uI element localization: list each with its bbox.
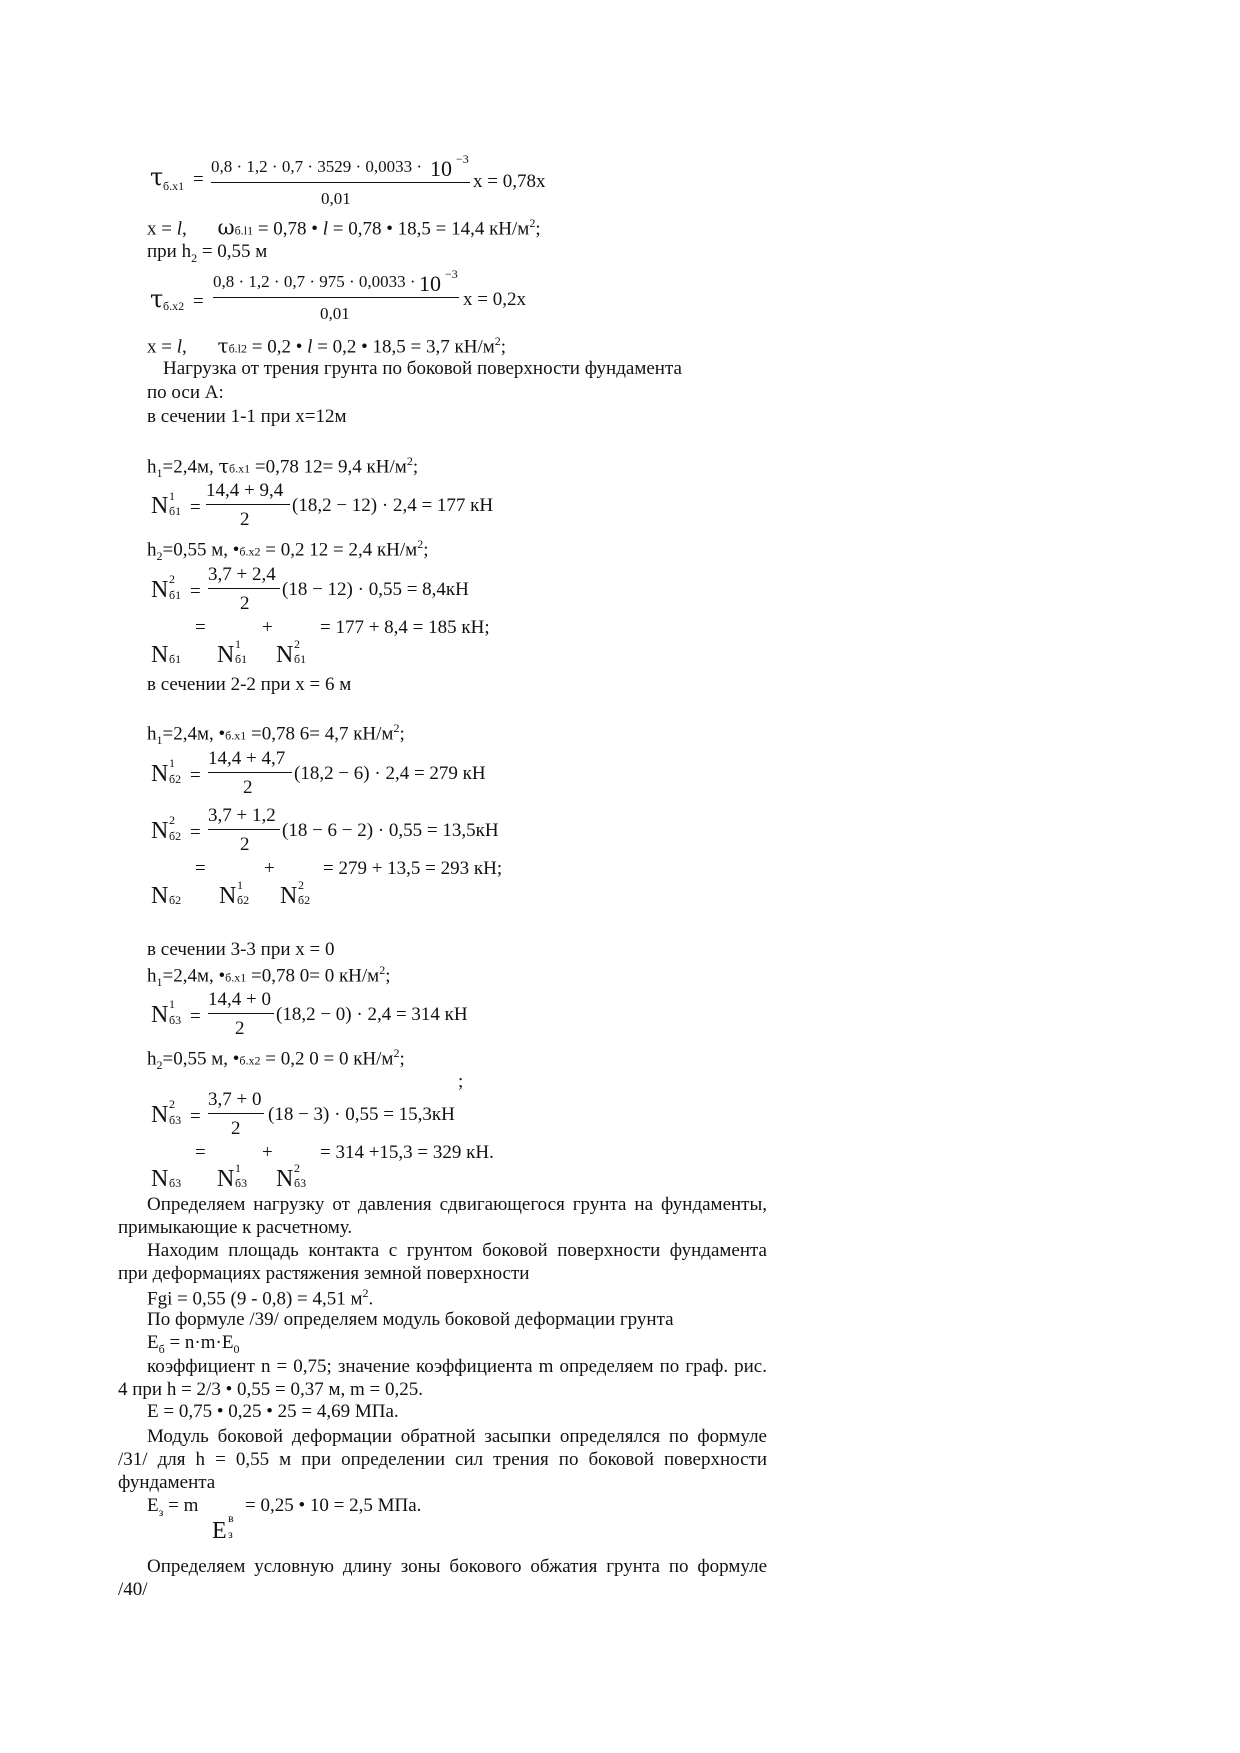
n-superscript: 2 [169, 572, 175, 586]
paragraph-text: Определяем нагрузку от давления сдвигающегося грунта на фундаменты, примыкающие к расчетному. [118, 1194, 767, 1238]
bullet-symbol: • [218, 965, 226, 987]
equals-sign: = [190, 1106, 201, 1127]
power-base: 10 [430, 156, 452, 181]
text-fragment: 2 [393, 1046, 400, 1060]
text-fragment: б.х1 [225, 728, 247, 743]
n-subscript: б2 [169, 829, 182, 843]
tau-subscript: б.х1 [163, 179, 185, 193]
section1-h1-line [147, 455, 418, 479]
n-symbol: N [151, 883, 169, 909]
text-fragment: з [158, 1504, 164, 1519]
equals-sign: = [190, 765, 201, 786]
text-fragment: 0 [233, 1341, 240, 1356]
text-fragment: l [322, 218, 328, 240]
fraction-denominator: 2 [235, 1018, 245, 1039]
sum-result: = 279 + 13,5 = 293 кН; [323, 858, 503, 879]
text-fragment: = 0,78 • [253, 218, 323, 240]
equals-sign: = [195, 617, 206, 638]
equals-sign: = [195, 1142, 206, 1163]
text-fragment: h [147, 539, 157, 561]
fraction-bar [208, 1113, 264, 1114]
paragraph-shift-load [118, 1193, 767, 1239]
text-fragment: б.х2 [239, 1053, 261, 1068]
text-fragment: l [307, 336, 313, 358]
heading-axis: по оси А: [147, 382, 224, 403]
text-fragment: =2,4м, [162, 723, 219, 745]
text-fragment: 12 = 2,4 кН/м [309, 539, 418, 561]
equation-rhs: x = 0,2x [463, 289, 526, 310]
text-fragment: Fgi = 0,55 (9 - 0,8) = 4,51 м [147, 1288, 363, 1310]
fraction-numerator: 3,7 + 0 [208, 1089, 262, 1110]
text-fragment: 2 [379, 963, 386, 977]
e-subscript: з [228, 1527, 233, 1541]
text-fragment: 0= 0 кН/м [299, 965, 380, 987]
h2-line [147, 242, 267, 264]
text-fragment: h [147, 965, 157, 987]
n-symbol: N [219, 883, 237, 909]
equation-rhs: (18,2 − 12) · 2,4 = 177 кН [292, 495, 494, 516]
section2-h1-line [147, 722, 405, 746]
n-symbol: N [151, 1002, 169, 1028]
n-symbol: N [217, 1166, 235, 1192]
text-fragment: E [147, 1495, 159, 1516]
text-fragment: ; [399, 1048, 405, 1070]
fraction-numerator: 0,8 · 1,2 · 0,7 · 3529 · 0,0033 · [211, 157, 423, 176]
text-fragment: l [176, 336, 182, 358]
n-subscript: б3 [294, 1176, 307, 1190]
ez-rhs: = 0,25 • 10 = 2,5 МПа. [245, 1495, 422, 1516]
section2-title: в сечении 2-2 при х = 6 м [147, 674, 352, 695]
section3-h1-line [147, 964, 391, 988]
fraction-bar [208, 829, 280, 830]
bullet-symbol: • [218, 723, 226, 745]
paragraph-contact-area [118, 1239, 767, 1285]
text-fragment: h [147, 456, 157, 478]
section3-h2-line [147, 1047, 405, 1071]
text-fragment: 1 [156, 733, 163, 748]
heading-load: Нагрузка от трения грунта по боковой поверхности фундамента [163, 358, 682, 379]
fraction-numerator: 14,4 + 9,4 [206, 480, 284, 501]
equals-sign: = [193, 169, 204, 190]
fraction-bar [208, 588, 280, 589]
e-superscript: в [228, 1511, 234, 1525]
section1-title: в сечении 1-1 при х=12м [147, 406, 347, 427]
text-fragment: = n·m·E [164, 1332, 234, 1353]
equals-sign: = [190, 1006, 201, 1027]
tau-subscript: б.х2 [163, 299, 185, 313]
n-symbol: N [151, 577, 169, 603]
equation-rhs: (18 − 12) · 0,55 = 8,4кН [282, 579, 469, 600]
fraction-denominator: 2 [240, 593, 250, 614]
fraction-numerator: 3,7 + 1,2 [208, 805, 276, 826]
text-fragment: б.l1 [234, 223, 254, 238]
equals-sign: = [190, 497, 201, 518]
text-fragment: 2 [362, 1286, 369, 1300]
n-subscript: б3 [169, 1113, 182, 1127]
text-fragment: . [368, 1288, 374, 1310]
e-calculation-line: E = 0,75 • 0,25 • 25 = 4,69 МПа. [147, 1401, 399, 1422]
text-fragment: , [182, 336, 187, 358]
text-fragment: =0,55 м, [162, 1048, 233, 1070]
n-superscript: 2 [298, 878, 304, 892]
n-subscript: б1 [169, 504, 182, 518]
n-superscript: 1 [169, 489, 175, 503]
n-superscript: 1 [235, 1161, 241, 1175]
sum-result: = 314 +15,3 = 329 кН. [320, 1142, 494, 1163]
fraction-bar [208, 1013, 274, 1014]
n-subscript: б3 [169, 1013, 182, 1027]
bullet-symbol: • [232, 1048, 240, 1070]
text-fragment: ; [399, 723, 405, 745]
text-fragment: 6= 4,7 кН/м [299, 723, 394, 745]
text-fragment: =0,78 [246, 723, 300, 745]
text-fragment: 2 [494, 334, 501, 348]
plus-sign: + [262, 617, 273, 638]
text-fragment: 1 [156, 466, 163, 481]
stray-semicolon: ; [458, 1071, 464, 1092]
n-superscript: 2 [294, 637, 300, 651]
section3-title: в сечении 3-3 при х = 0 [147, 939, 335, 960]
fraction-bar [208, 772, 292, 773]
n-subscript: б1 [294, 652, 307, 666]
fraction-denominator: 2 [240, 509, 250, 530]
paragraph-zone [118, 1555, 767, 1601]
text-fragment: = 0,55 м [197, 241, 268, 262]
power-exponent: −3 [445, 267, 458, 281]
omega-line [147, 217, 541, 238]
text-fragment: ; [385, 965, 391, 987]
fraction-denominator: 2 [231, 1118, 241, 1139]
fraction-bar [206, 504, 290, 505]
equation-rhs: (18 − 3) · 0,55 = 15,3кН [268, 1104, 455, 1125]
paragraph-text: Модуль боковой деформации обратной засыпки определялся по формуле /31/ для h = 0,55 м при определении сил трения по боковой поверхности фундамента [118, 1426, 767, 1493]
tau-symbol: τ [218, 455, 230, 478]
text-fragment: h [147, 723, 157, 745]
plus-sign: + [262, 1142, 273, 1163]
text-fragment: , [182, 218, 187, 240]
text-fragment: б.х1 [229, 461, 251, 476]
paragraph-text: Определяем условную длину зоны бокового обжатия грунта по формуле /40/ [118, 1556, 767, 1600]
fraction-bar [211, 182, 470, 183]
text-fragment: 2 [156, 1058, 163, 1073]
n-subscript: б1 [169, 588, 182, 602]
paragraph-text: Находим площадь контакта с грунтом боковой поверхности фундамента при деформациях растяжения земной поверхности [118, 1240, 767, 1284]
text-fragment: 2 [191, 250, 198, 265]
fraction-denominator: 2 [240, 834, 250, 855]
n-subscript: б2 [169, 893, 182, 907]
equation-rhs: (18,2 − 6) · 2,4 = 279 кН [294, 763, 486, 784]
n-symbol: N [280, 883, 298, 909]
text-fragment: E [147, 1332, 159, 1353]
text-fragment: = 0,78 • 18,5 = 14,4 кН/м [327, 218, 530, 240]
text-fragment: =0,78 [246, 965, 300, 987]
text-fragment: 2 [406, 454, 413, 468]
text-fragment: = 0,2 [260, 1048, 310, 1070]
text-fragment: 12= 9,4 кН/м [303, 456, 407, 478]
text-fragment: б.l2 [228, 341, 248, 356]
equals-sign: = [195, 858, 206, 879]
fraction-numerator: 14,4 + 4,7 [208, 748, 286, 769]
text-fragment: 2 [529, 216, 536, 230]
text-fragment: =2,4м, [162, 965, 219, 987]
n-subscript: б3 [169, 1176, 182, 1190]
fraction-numerator: 0,8 · 1,2 · 0,7 · 975 · 0,0033 · [213, 272, 416, 291]
n-symbol: N [276, 642, 294, 668]
n-symbol: N [151, 761, 169, 787]
fraction-denominator: 0,01 [320, 304, 350, 323]
power-exponent: −3 [456, 152, 469, 166]
text-fragment: x = [147, 336, 177, 358]
power-base: 10 [419, 271, 441, 296]
text-fragment: 1 [156, 975, 163, 990]
text-fragment: x = [147, 218, 177, 240]
text-fragment: = 0,2 • 18,5 = 3,7 кН/м [312, 336, 495, 358]
n-superscript: 1 [169, 756, 175, 770]
fraction-denominator: 0,01 [321, 189, 351, 208]
equation-rhs: (18 − 6 − 2) · 0,55 = 13,5кН [282, 820, 499, 841]
equals-sign: = [190, 581, 201, 602]
fraction-numerator: 14,4 + 0 [208, 989, 271, 1010]
fraction-bar [213, 297, 459, 298]
n-subscript: б1 [235, 652, 248, 666]
text-fragment: б [158, 1341, 165, 1356]
text-fragment: l [176, 218, 182, 240]
text-fragment: ; [535, 218, 541, 240]
omega-symbol: ω [217, 215, 235, 240]
paragraph-backfill [118, 1425, 767, 1494]
n-superscript: 2 [169, 813, 175, 827]
n-subscript: б3 [235, 1176, 248, 1190]
n-symbol: N [151, 1102, 169, 1128]
text-fragment: б.х2 [239, 544, 261, 559]
equation-rhs: (18,2 − 0) · 2,4 = 314 кН [276, 1004, 468, 1025]
text-fragment: = 0,2 • [247, 336, 308, 358]
text-fragment: при h [147, 241, 192, 262]
tau-symbol: τ [217, 333, 229, 358]
text-fragment: 0 = 0 кН/м [309, 1048, 394, 1070]
n-superscript: 1 [237, 878, 243, 892]
equation-rhs: x = 0,78x [473, 171, 546, 192]
n-symbol: N [151, 493, 169, 519]
text-fragment: 2 [156, 549, 163, 564]
equals-sign: = [190, 822, 201, 843]
paragraph-formula39: По формуле /39/ определяем модуль боковой деформации грунта [147, 1309, 674, 1330]
text-fragment: = 0,2 [260, 539, 310, 561]
bullet-symbol: • [232, 539, 240, 561]
n-symbol: N [217, 642, 235, 668]
equals-sign: = [193, 291, 204, 312]
plus-sign: + [264, 858, 275, 879]
n-symbol: N [276, 1166, 294, 1192]
n-superscript: 1 [169, 997, 175, 1011]
n-subscript: б2 [237, 893, 250, 907]
e-symbol: E [212, 1518, 227, 1544]
n-superscript: 1 [235, 637, 241, 651]
text-fragment: =0,55 м, [162, 539, 233, 561]
text-fragment: ; [412, 456, 419, 478]
sum-result: = 177 + 8,4 = 185 кН; [320, 617, 490, 638]
eb-formula-line [147, 1333, 239, 1355]
n-superscript: 2 [294, 1161, 300, 1175]
text-fragment: 2 [393, 721, 400, 735]
tau-symbol: τ [150, 285, 164, 313]
fraction-numerator: 3,7 + 2,4 [208, 564, 276, 585]
n-superscript: 2 [169, 1097, 175, 1111]
section1-h2-line [147, 538, 429, 562]
text-fragment: ; [500, 336, 507, 358]
fgi-line [147, 1287, 373, 1308]
n-symbol: N [151, 1166, 169, 1192]
text-fragment: б.х1 [225, 970, 247, 985]
n-subscript: б2 [169, 772, 182, 786]
text-fragment: h [147, 1048, 157, 1070]
n-subscript: б2 [298, 893, 311, 907]
tau-line [147, 335, 506, 356]
tau-symbol: τ [150, 163, 164, 191]
n-subscript: б1 [169, 652, 182, 666]
fraction-denominator: 2 [243, 777, 253, 798]
n-symbol: N [151, 642, 169, 668]
paragraph-coefficient [118, 1355, 767, 1401]
n-symbol: N [151, 818, 169, 844]
text-fragment: =0,78 [250, 456, 304, 478]
text-fragment: ; [423, 539, 429, 561]
paragraph-text: коэффициент n = 0,75; значение коэффициента m определяем по граф. рис. 4 при h = 2/3 • 0,55 = 0,37 м, m = 0,25. [118, 1356, 767, 1400]
ez-lhs [147, 1496, 198, 1518]
text-fragment: =2,4м, [162, 456, 219, 478]
text-fragment: 2 [417, 537, 424, 551]
text-fragment: = m [163, 1495, 199, 1516]
